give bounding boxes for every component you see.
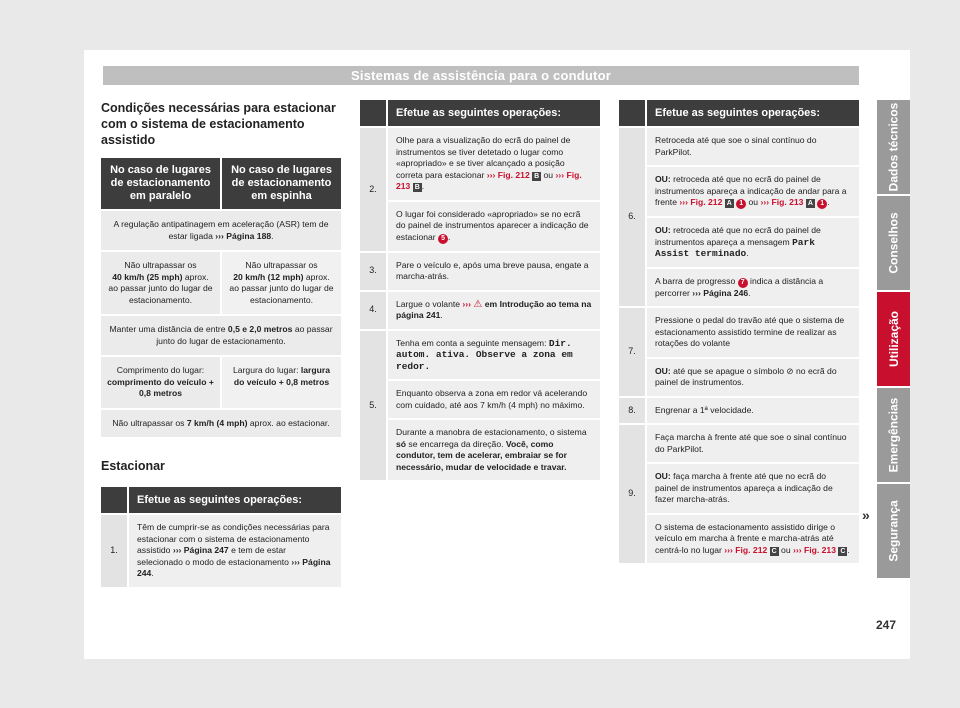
callout-box: A bbox=[807, 200, 813, 207]
callout-box: C bbox=[840, 547, 846, 555]
table-row bbox=[101, 514, 341, 587]
condition-speed-angled: Não ultrapassar os 20 km/h (12 mph) aprox. ao passar junto do lugar de estacionamento. bbox=[221, 251, 341, 315]
display-message: Park Assist terminado bbox=[655, 236, 815, 259]
callout-circle: 7 bbox=[738, 278, 748, 288]
ops-table-3 bbox=[619, 100, 859, 563]
step-text: Têm de cumprir-se as condições necessárias para estacionar com o sistema de estacionamento assistido ››› Página 247 e tem de estar selecionado o modo de estacionamento ››› Página 244. bbox=[128, 514, 341, 587]
table-row bbox=[360, 419, 600, 480]
tab-seguranca[interactable]: Segurança bbox=[877, 484, 910, 578]
step-number: 6. bbox=[619, 127, 646, 307]
step-text: OU: retroceda até que no ecrã do painel de instrumentos apareça a indicação de andar para a frente ››› Fig. 212 A 1 ou ››› Fig. 213 A 1 . bbox=[646, 166, 859, 217]
step-text: Largue o volante ››› ⚠ em Introdução ao tema na página 241. bbox=[387, 291, 600, 330]
park-assist-symbol-icon: ⊘ bbox=[786, 365, 794, 376]
table-row bbox=[619, 307, 859, 358]
step-text: OU: até que se apague o símbolo ⊘ no ecrã do painel de instrumentos. bbox=[646, 358, 859, 397]
header-parallel: No caso de lugares de estacionamento em paralelo bbox=[101, 158, 221, 210]
step-text: OU: retroceda até que no ecrã do painel de instrumentos apareça a mensagem Park Assist terminado. bbox=[646, 217, 859, 268]
table-row bbox=[619, 358, 859, 397]
table-row bbox=[619, 514, 859, 564]
callout-box: B bbox=[534, 172, 540, 180]
step-text: A barra de progresso 7 indica a distância a percorrer ››› Página 246. bbox=[646, 268, 859, 308]
callout-circle: 5 bbox=[438, 234, 448, 244]
section-title-park: Estacionar bbox=[101, 459, 165, 473]
column-2 bbox=[360, 100, 600, 480]
ops-header: Efetue as seguintes operações: bbox=[646, 100, 859, 127]
step-number: 4. bbox=[360, 291, 387, 330]
tab-dados-tecnicos[interactable]: Dados técnicos bbox=[877, 100, 910, 194]
step-number: 8. bbox=[619, 397, 646, 425]
continue-mark: » bbox=[862, 507, 870, 523]
condition-distance: Manter uma distância de entre 0,5 e 2,0 metros ao passar junto do lugar de estacionamento. bbox=[101, 315, 341, 356]
link-intro-241[interactable]: em Introdução ao tema na página 241 bbox=[396, 298, 592, 320]
link-fig-213[interactable]: ››› Fig. 213 bbox=[396, 169, 582, 191]
link-page-246[interactable]: ››› Página 246 bbox=[692, 287, 749, 298]
link-page-247[interactable]: ››› Página 247 bbox=[172, 545, 229, 555]
step-text: Enquanto observa a zona em redor vá acelerando com cuidado, até aos 7 km/h (4 mph) no máximo. bbox=[387, 380, 600, 419]
step-text: Retroceda até que soe o sinal contínuo do ParkPilot. bbox=[646, 127, 859, 166]
table-row bbox=[619, 463, 859, 514]
step-number: 7. bbox=[619, 307, 646, 397]
callout-circle: 1 bbox=[736, 199, 746, 209]
link-page-188[interactable]: ››› Página 188 bbox=[215, 230, 272, 241]
condition-speed-parallel: Não ultrapassar os 40 km/h (25 mph) aprox. ao passar junto do lugar de estacionamento. bbox=[101, 251, 221, 315]
step-text: Engrenar a 1ª velocidade. bbox=[646, 397, 859, 425]
table-row bbox=[619, 424, 859, 463]
step-number: 3. bbox=[360, 252, 387, 291]
tab-emergencias[interactable]: Emergências bbox=[877, 388, 910, 482]
condition-max-speed: Não ultrapassar os 7 km/h (4 mph) aprox. ao estacionar. bbox=[101, 409, 341, 438]
link-fig-213[interactable]: ››› Fig. 213 bbox=[793, 544, 836, 555]
callout-box: C bbox=[771, 547, 777, 555]
step-text: Durante a manobra de estacionamento, o sistema só se encarrega da direção. Você, como condutor, tem de acelerar, embraiar se for necessário, mudar de velocidade e travar. bbox=[387, 419, 600, 480]
link-page-244[interactable]: ››› Página 244 bbox=[137, 556, 331, 578]
page-number: 247 bbox=[876, 618, 897, 632]
table-row bbox=[619, 217, 859, 268]
table-row bbox=[360, 252, 600, 291]
link-fig-212[interactable]: ››› Fig. 212 bbox=[679, 197, 723, 207]
link-fig-212[interactable]: ››› Fig. 212 bbox=[724, 544, 768, 555]
step-number: 9. bbox=[619, 424, 646, 563]
step-text: O lugar foi considerado «apropriado» se no ecrã do painel de instrumentos aparecer a indicação de estacionar 5 . bbox=[387, 201, 600, 252]
display-message: Dir. autom. ativa. Observe a zona em redor. bbox=[396, 337, 573, 372]
step-text: Tenha em conta a seguinte mensagem: Dir. autom. ativa. Observe a zona em redor. bbox=[387, 330, 600, 381]
table-row bbox=[619, 397, 859, 425]
section-title-conditions: Condições necessárias para estacionar com o sistema de estacionamento assistido bbox=[101, 101, 336, 147]
step-text: Pare o veículo e, após uma breve pausa, engate a marcha-atrás. bbox=[387, 252, 600, 291]
table-row bbox=[360, 291, 600, 330]
table-row bbox=[360, 330, 600, 381]
condition-width: Largura do lugar: largura do veículo + 0,8 metros bbox=[221, 356, 341, 409]
ops-table-2 bbox=[360, 100, 600, 480]
tab-conselhos[interactable]: Conselhos bbox=[877, 196, 910, 290]
callout-box: A bbox=[726, 200, 732, 207]
table-row bbox=[619, 166, 859, 217]
ops-header: Efetue as seguintes operações: bbox=[387, 100, 600, 127]
step-text: O sistema de estacionamento assistido dirige o veículo em marcha à frente e marcha-atrás até centrá-lo no lugar ››› Fig. 212 C ou ››› Fig. 213 C . bbox=[646, 514, 859, 564]
step-number: 1. bbox=[101, 514, 128, 587]
table-row bbox=[619, 127, 859, 166]
header-angled: No caso de lugares de estacionamento em espinha bbox=[221, 158, 341, 210]
table-row bbox=[619, 268, 859, 308]
step-text: Pressione o pedal do travão até que o sistema de estacionamento assistido termine de realizar as rotações do volante bbox=[646, 307, 859, 358]
table-row bbox=[360, 201, 600, 252]
page-header: Sistemas de assistência para o condutor bbox=[103, 66, 859, 85]
column-1 bbox=[101, 100, 341, 587]
step-text: OU: faça marcha à frente até que no ecrã do painel de instrumentos apareça a indicação de fazer marcha-atrás. bbox=[646, 463, 859, 514]
column-3 bbox=[619, 100, 859, 563]
ops-header: Efetue as seguintes operações: bbox=[128, 487, 341, 514]
ops-table-1 bbox=[101, 487, 341, 587]
step-number: 5. bbox=[360, 330, 387, 481]
step-number: 2. bbox=[360, 127, 387, 252]
conditions-table bbox=[101, 158, 341, 437]
link-fig-212[interactable]: ››› Fig. 212 bbox=[486, 169, 530, 180]
callout-box: B bbox=[414, 184, 420, 191]
tab-utilizacao[interactable]: Utilização bbox=[877, 292, 910, 386]
condition-length: Comprimento do lugar: comprimento do veículo + 0,8 metros bbox=[101, 356, 221, 409]
step-text: Faça marcha à frente até que soe o sinal contínuo do ParkPilot. bbox=[646, 424, 859, 463]
callout-circle: 1 bbox=[817, 199, 827, 209]
link-fig-213[interactable]: ››› Fig. 213 bbox=[760, 197, 804, 207]
step-text: Olhe para a visualização do ecrã do painel de instrumentos se tiver detetado o lugar como «apropriado» e se tiver alcançado a posição correta para estacionar ››› Fig. 212 B ou ››› Fig. 213 B . bbox=[387, 127, 600, 201]
condition-asr: A regulação antipatinagem em aceleração (ASR) tem de estar ligada ››› Página 188. bbox=[101, 210, 341, 251]
warning-icon: ⚠ bbox=[473, 298, 483, 310]
table-row bbox=[360, 380, 600, 419]
chapter-tabs bbox=[877, 100, 910, 580]
table-row bbox=[360, 127, 600, 201]
